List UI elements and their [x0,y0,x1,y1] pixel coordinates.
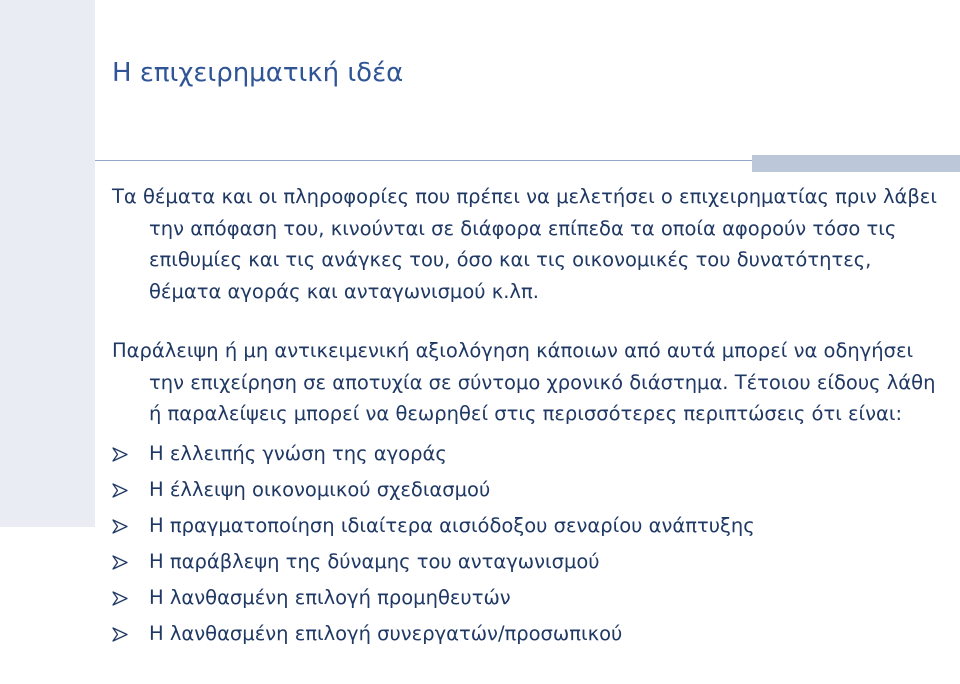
list-item-label: Η έλλειψη οικονομικού σχεδιασμού [149,477,491,501]
list-item [112,544,942,580]
paragraph-intro: Τα θέματα και οι πληροφορίες που πρέπει να μελετήσει ο επιχειρηματίας πριν λάβει την απόφαση του, κινούνται σε διάφορα επίπεδα τα οποία αφορούν τόσο τις επιθυμίες και τις ανάγκες του, όσο και τις οικονομικές του δυνατότητες, θέματα αγοράς και ανταγωνισμού κ.λπ. [112,185,937,303]
list-item-label: Η λανθασμένη επιλογή συνεργατών/προσωπικού [149,621,623,645]
list-item [112,580,942,616]
arrowhead-bullet-icon [112,580,130,616]
mistakes-list [112,436,942,652]
list-item-label: Η ελλειπής γνώση της αγοράς [149,441,447,465]
list-item-label: Η λανθασμένη επιλογή προμηθευτών [149,585,511,609]
divider-accent-block [752,155,960,172]
left-accent-band [0,0,95,527]
arrowhead-bullet-icon [112,616,130,652]
slide-body [112,181,942,652]
list-item-label: Η πραγματοποίηση ιδιαίτερα αισιόδοξου σεναρίου ανάπτυξης [149,513,755,537]
list-item [112,436,942,472]
arrowhead-bullet-icon [112,472,130,508]
slide-title: Η επιχειρηματική ιδέα [112,58,404,88]
arrowhead-bullet-icon [112,544,130,580]
list-item [112,472,942,508]
arrowhead-bullet-icon [112,436,130,472]
list-item [112,616,942,652]
paragraph-mistakes: Παράλειψη ή μη αντικειμενική αξιολόγηση κάποιων από αυτά μπορεί να οδηγήσει την επιχείρηση σε αποτυχία σε σύντομο χρονικό διάστημα. Τέτοιου είδους λάθη ή παραλείψεις μπορεί να θεωρηθεί στις περισσότερες περιπτώσεις ότι είναι: [112,339,936,425]
arrowhead-bullet-icon [112,508,130,544]
list-item [112,508,942,544]
list-item-label: Η παράβλεψη της δύναμης του ανταγωνισμού [149,549,600,573]
